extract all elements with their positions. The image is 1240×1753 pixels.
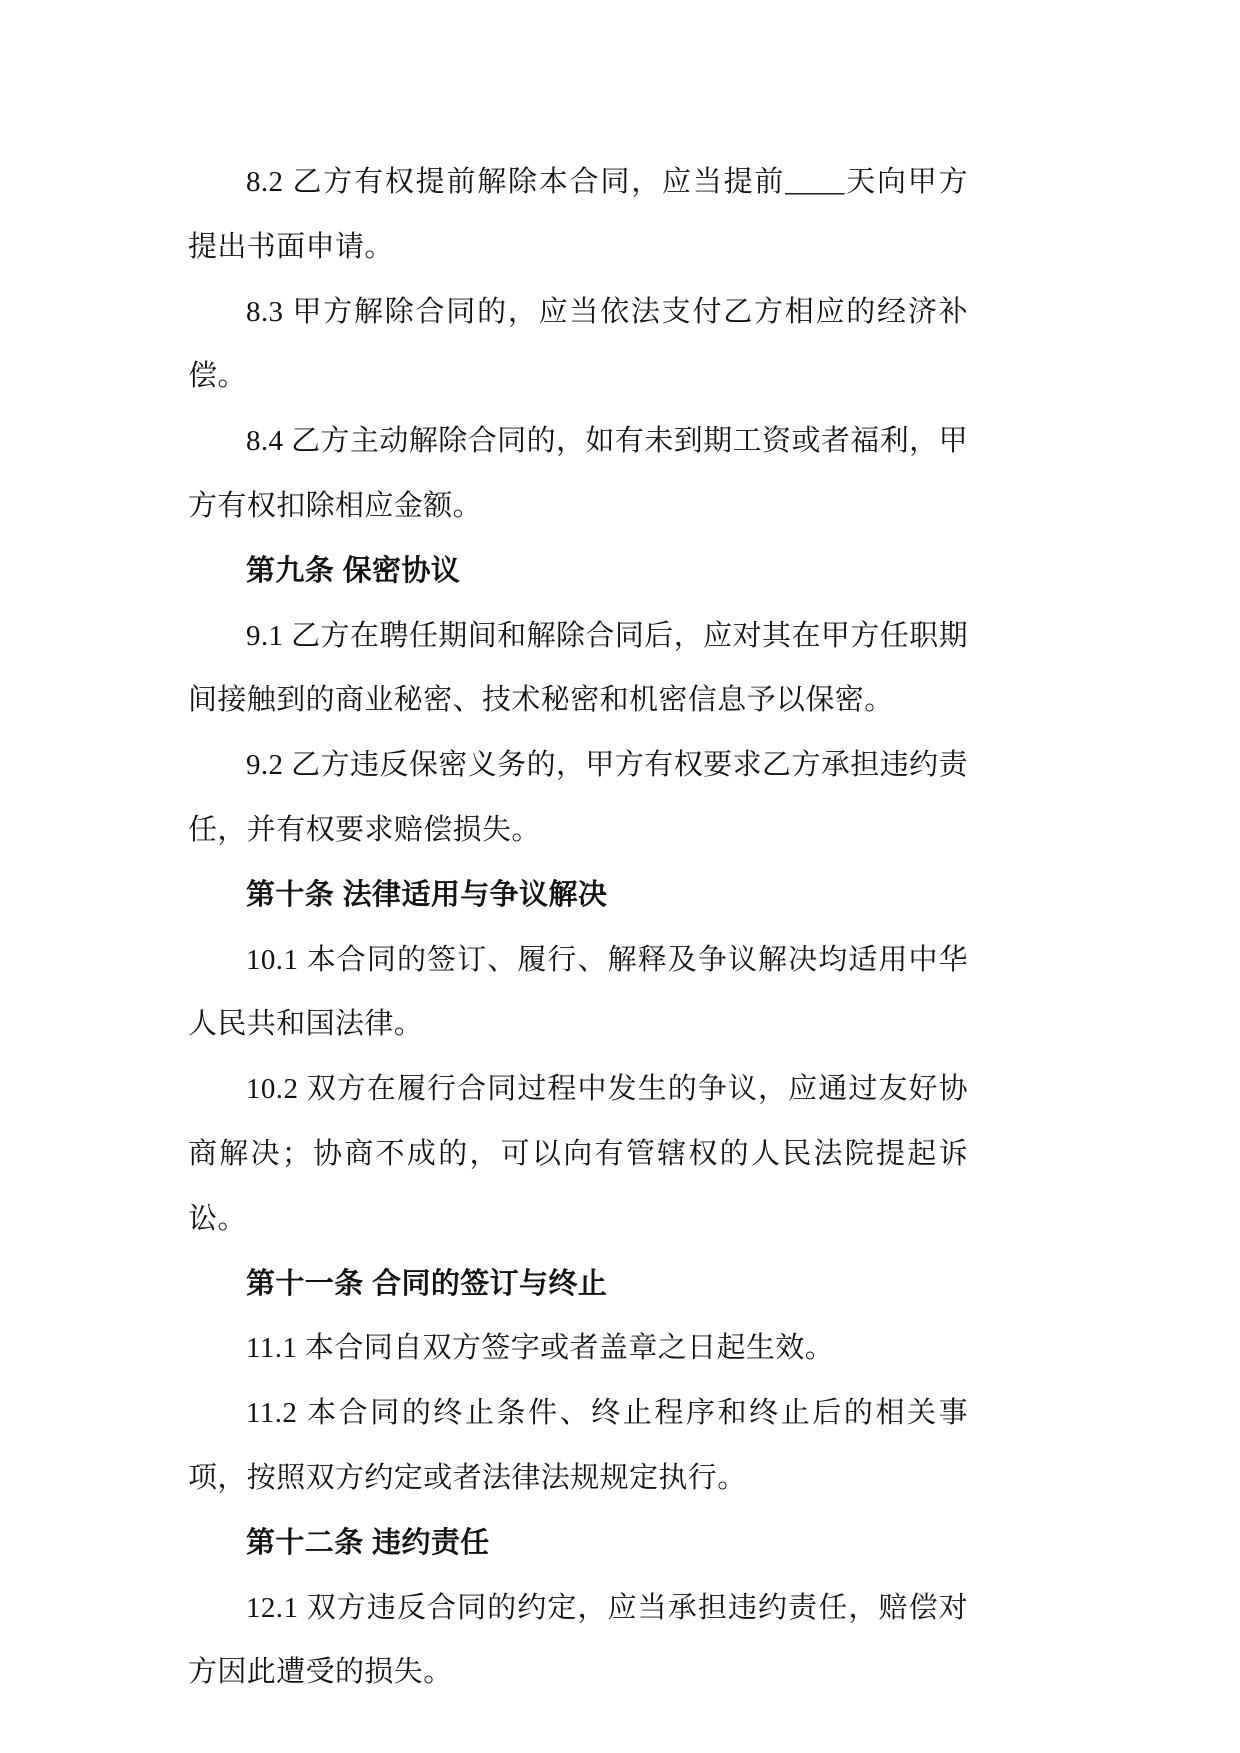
clause-10-2: 10.2 双方在履行合同过程中发生的争议，应通过友好协商解决；协商不成的，可以向有管辖权的人民法院提起诉讼。 [188, 1073, 968, 1235]
section-heading-10: 第十条 法律适用与争议解决 [246, 878, 608, 911]
section-heading-9: 第九条 保密协议 [246, 554, 461, 587]
clause-8-2: 8.2 乙方有权提前解除本合同，应当提前____天向甲方提出书面申请。 [188, 166, 968, 263]
clause-8-4: 8.4 乙方主动解除合同的，如有未到期工资或者福利，甲方有权扣除相应金额。 [188, 425, 968, 522]
clause-11-1: 11.1 本合同自双方签字或者盖章之日起生效。 [246, 1332, 835, 1365]
clause-9-2: 9.2 乙方违反保密义务的，甲方有权要求乙方承担违约责任，并有权要求赔偿损失。 [188, 749, 968, 846]
section-heading-12: 第十二条 违约责任 [246, 1526, 490, 1559]
section-heading-11: 第十一条 合同的签订与终止 [246, 1267, 608, 1300]
clause-12-1: 12.1 双方违反合同的约定，应当承担违约责任，赔偿对方因此遭受的损失。 [188, 1591, 968, 1689]
clause-10-1: 10.1 本合同的签订、履行、解释及争议解决均适用中华人民共和国法律。 [188, 943, 968, 1041]
clause-8-3: 8.3 甲方解除合同的，应当依法支付乙方相应的经济补偿。 [188, 295, 968, 393]
clause-9-1: 9.1 乙方在聘任期间和解除合同后，应对其在甲方任职期间接触到的商业秘密、技术秘密和机密信息予以保密。 [188, 619, 968, 717]
clause-11-2: 11.2 本合同的终止条件、终止程序和终止后的相关事项，按照双方约定或者法律法规规定执行。 [188, 1397, 968, 1494]
